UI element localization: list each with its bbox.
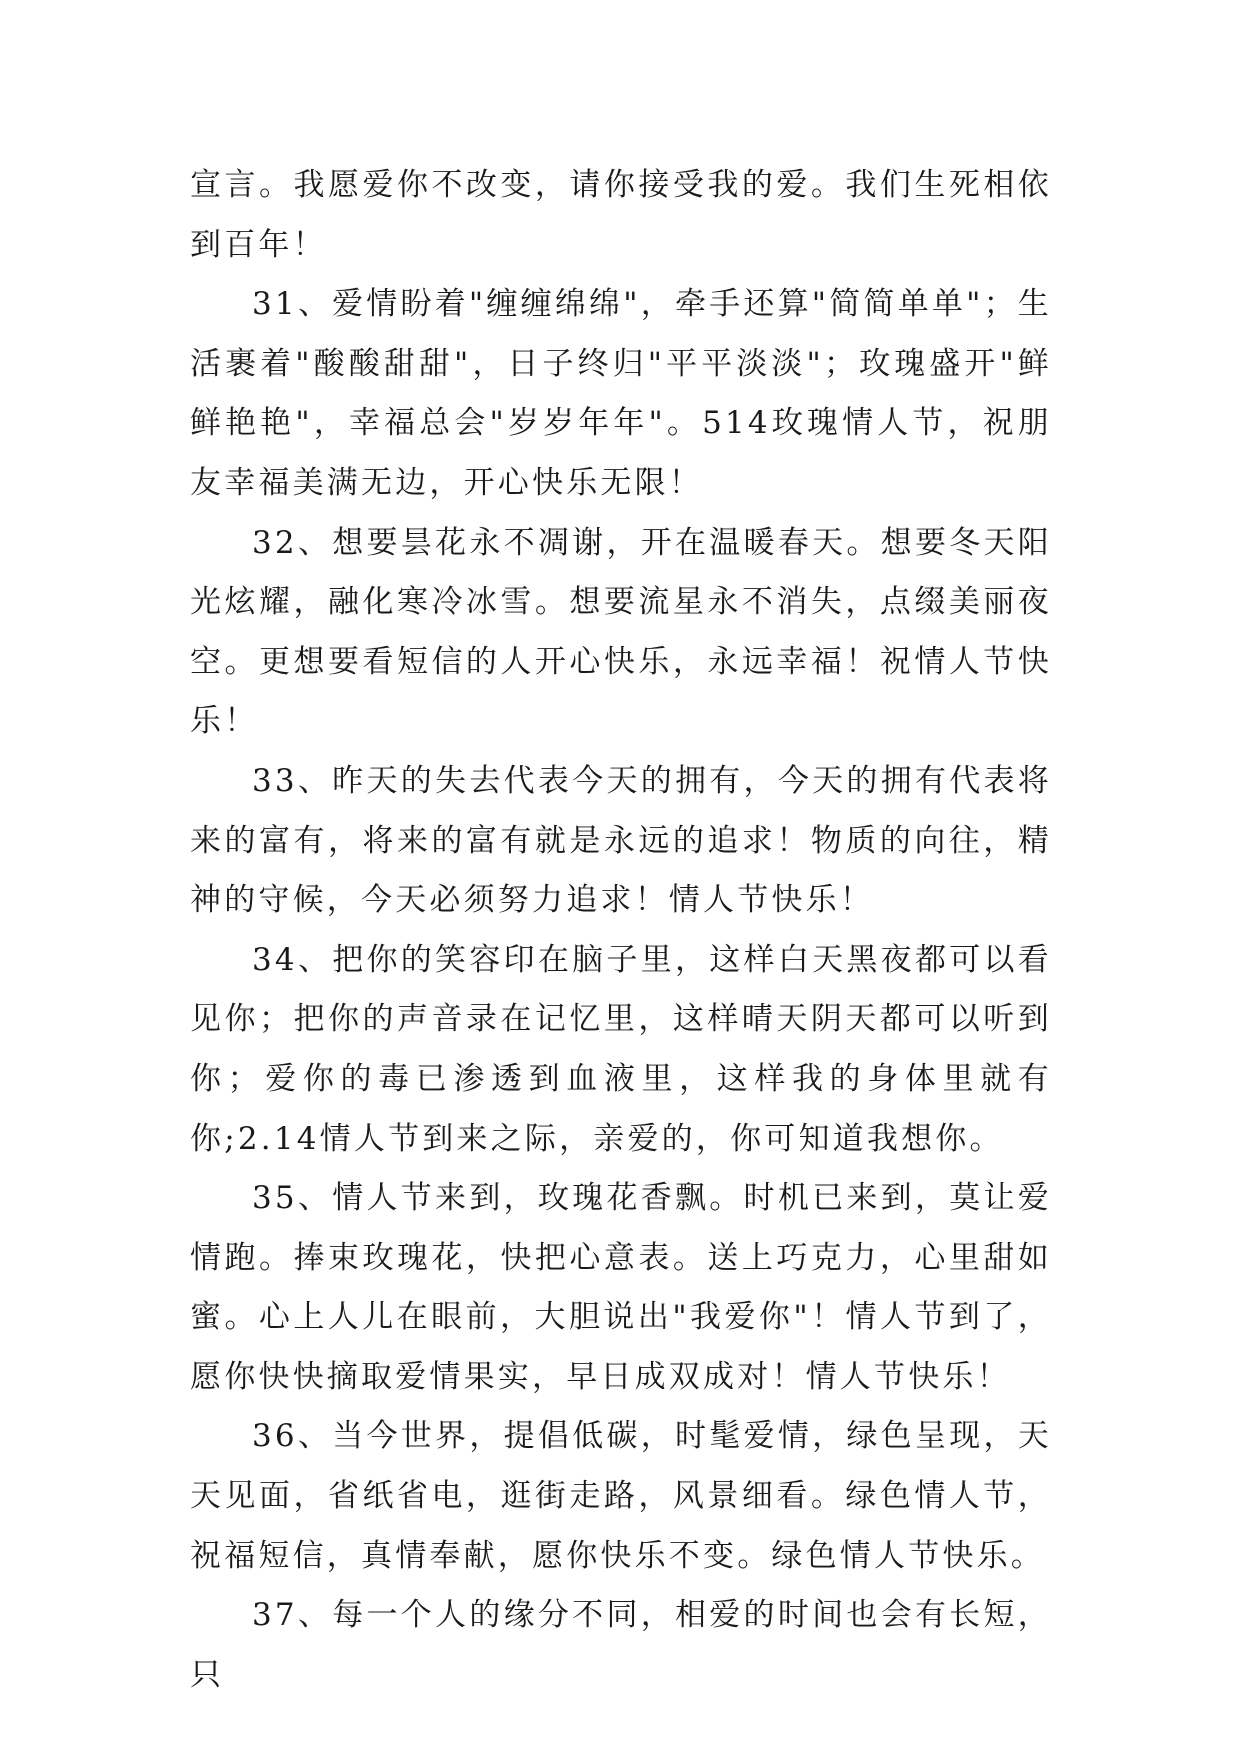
paragraph-37: 37、每一个人的缘分不同，相爱的时间也会有长短，只: [190, 1597, 1052, 1693]
paragraph-31: 31、爱情盼着"缠缠绵绵"，牵手还算"简简单单"；生活裹着"酸酸甜甜"，日子终归"平平淡淡"；玫瑰盛开"鲜鲜艳艳"，幸福总会"岁岁年年"。514玫瑰情人节，祝朋友幸福美满无边，开心快乐无限！: [190, 286, 1052, 501]
paragraph-35: 35、情人节来到，玫瑰花香飘。时机已来到，莫让爱情跑。捧束玫瑰花，快把心意表。送上巧克力，心里甜如蜜。心上人儿在眼前，大胆说出"我爱你"！情人节到了，愿你快快摘取爱情果实，早日成双成对！情人节快乐！: [190, 1180, 1052, 1395]
document-body: [190, 156, 1052, 1705]
paragraph-continued: 宣言。我愿爱你不改变，请你接受我的爱。我们生死相依到百年！: [190, 167, 1052, 263]
paragraph-32: 32、想要昙花永不凋谢，开在温暖春天。想要冬天阳光炫耀，融化寒冷冰雪。想要流星永不消失，点缀美丽夜空。更想要看短信的人开心快乐，永远幸福！祝情人节快乐！: [190, 524, 1052, 740]
paragraph-33: 33、昨天的失去代表今天的拥有，今天的拥有代表将来的富有，将来的富有就是永远的追求！物质的向往，精神的守候，今天必须努力追求！情人节快乐！: [190, 762, 1052, 919]
paragraph-34: 34、把你的笑容印在脑子里，这样白天黑夜都可以看见你；把你的声音录在记忆里，这样晴天阴天都可以听到你；爱你的毒已渗透到血液里，这样我的身体里就有你;2.14情人节到来之际，亲爱的，你可知道我想你。: [190, 941, 1052, 1157]
paragraph-36: 36、当今世界，提倡低碳，时髦爱情，绿色呈现，天天见面，省纸省电，逛街走路，风景细看。绿色情人节，祝福短信，真情奉献，愿你快乐不变。绿色情人节快乐。: [190, 1418, 1052, 1574]
